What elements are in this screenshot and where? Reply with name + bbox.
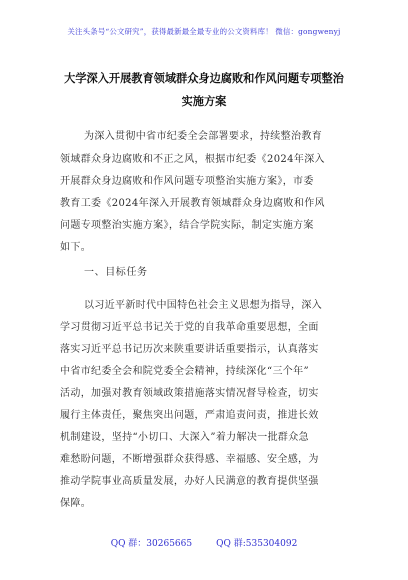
section-paragraph-line: 以习近平新时代中国特色社会主义思想为指导，深入 [84,300,323,311]
section-paragraph-line: 保障。 [60,498,92,509]
section-paragraph-line: 履行主体责任，聚焦突出问题，严肃追责问责，推进长效 [60,410,319,421]
section-paragraph-line: 学习贯彻习近平总书记关于党的自我革命重要思想，全面 [60,322,319,333]
section-heading-goals: 一、目标任务 [84,267,148,278]
footer-qq-group-2: QQ 群:535304092 [216,539,298,549]
section-paragraph-line: 中省市纪委全会和院党委全会精神，持续深化“三个年” [60,366,309,377]
intro-paragraph-line: 开展群众身边腐败和作风问题专项整治实施方案》，市委 [60,176,314,187]
header-banner: 关注头条号“公文研究”，获得最新最全最专业的公文资料库！ 微信：gongwenyj [67,27,341,36]
intro-paragraph-line: 教育工委《2024年深入开展教育领域群众身边腐败和作风 [60,198,325,209]
intro-paragraph-line: 问题专项整治实施方案》，结合学院实际，制定实施方案 [60,220,314,231]
footer-qq-group-1: QQ 群：30265665 [110,539,193,549]
section-paragraph-line: 机制建设，坚持“小切口、大深入”着力解决一批群众急 [60,432,309,443]
section-paragraph-line: 落实习近平总书记历次来陕重要讲话重要指示，认真落实 [60,344,319,355]
document-title-line-1: 大学深入开展教育领域群众身边腐败和作风问题专项整治 [64,72,344,85]
section-paragraph-line: 活动，加强对教育领域政策措施落实情况督导检查，切实 [60,388,319,399]
footer-qq-groups [0,536,408,549]
section-paragraph-line: 难愁盼问题，不断增强群众获得感、幸福感、安全感，为 [60,454,319,465]
intro-paragraph-line: 如下。 [60,242,92,253]
section-paragraph-line: 推动学院事业高质量发展，办好人民满意的教育提供坚强 [60,476,319,487]
intro-paragraph-line: 为深入贯彻中省市纪委全会部署要求，持续整治教育 [84,131,323,142]
intro-paragraph-line: 领域群众身边腐败和不正之风，根据市纪委《2024年深入 [60,154,325,165]
document-title-line-2: 实施方案 [181,95,227,108]
